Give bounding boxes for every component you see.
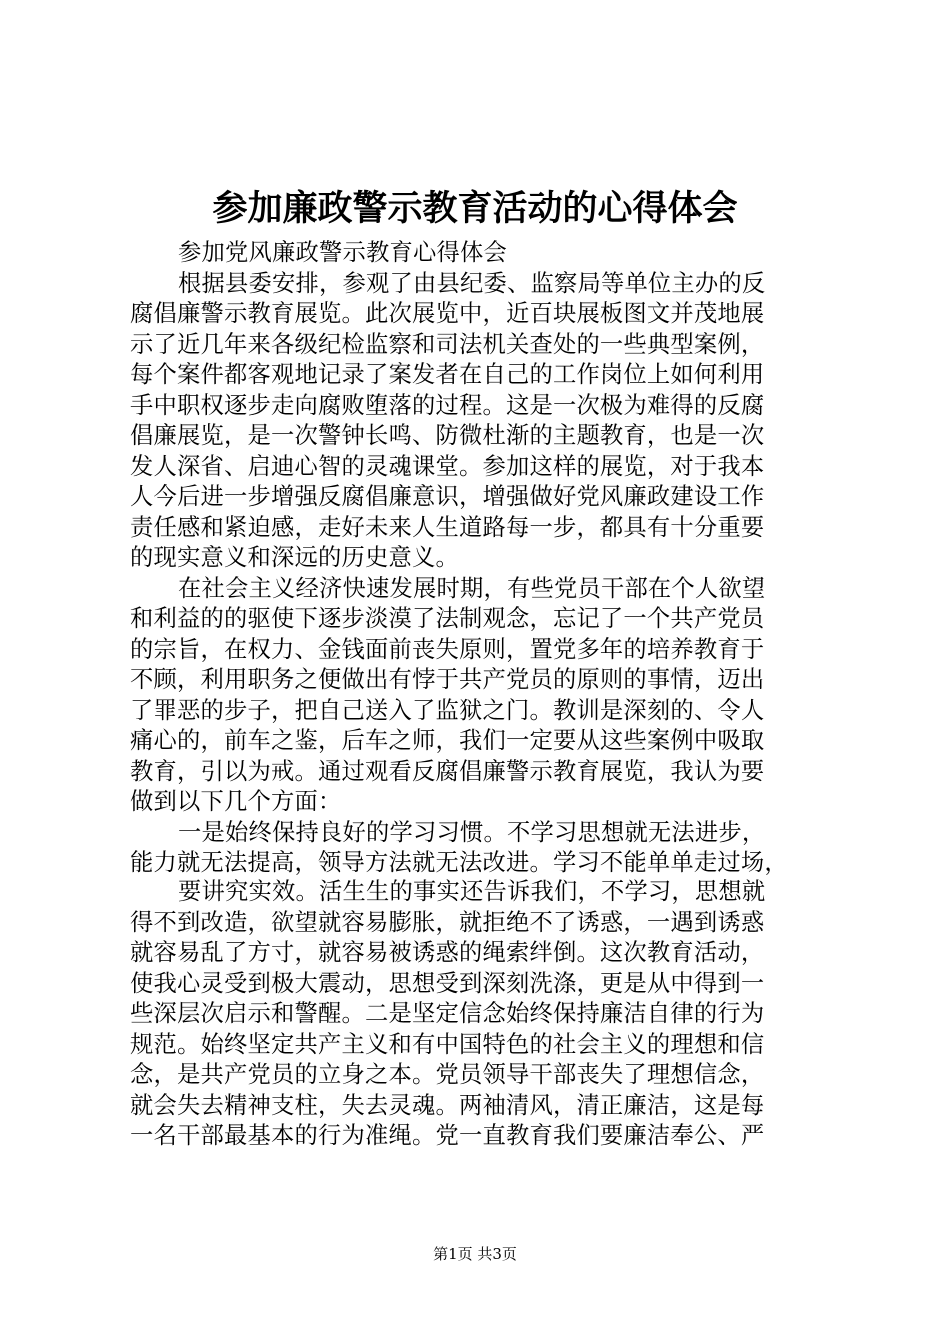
- text-line: 在社会主义经济快速发展时期，有些党员干部在个人欲望: [178, 574, 766, 602]
- text-line: 一是始终保持良好的学习习惯。不学习思想就无法进步，: [178, 818, 766, 846]
- text-line: 倡廉展览，是一次警钟长鸣、防微杜渐的主题教育，也是一次: [130, 422, 765, 449]
- body-text-block-a: [130, 238, 830, 879]
- text-line: 的现实意义和深远的历史意义。: [130, 544, 459, 571]
- text-line: 使我心灵受到极大震动，思想受到深刻洗涤，更是从中得到一: [130, 969, 765, 997]
- text-line: 和利益的的驱使下逐步淡漠了法制观念，忘记了一个共产党员: [130, 605, 765, 632]
- text-line: 得不到改造，欲望就容易膨胀，就拒绝不了诱惑，一遇到诱惑: [130, 908, 765, 936]
- text-line: 人今后进一步增强反腐倡廉意识，增强做好党风廉政建设工作: [130, 483, 765, 510]
- text-line: 示了近几年来各级纪检监察和司法机关查处的一些典型案例，: [130, 330, 765, 358]
- text-line: 参加党风廉政警示教育心得体会: [178, 239, 507, 266]
- text-line: 腐倡廉警示教育展览。此次展览中，近百块展板图文并茂地展: [130, 300, 765, 327]
- text-line: 念，是共产党员的立身之本。党员领导干部丧失了理想信念，: [130, 1061, 765, 1088]
- text-line: 要讲究实效。活生生的事实还告诉我们，不学习，思想就: [178, 878, 766, 905]
- text-line: 责任感和紧迫感，走好未来人生道路每一步，都具有十分重要: [130, 513, 765, 541]
- text-line: 就会失去精神支柱，失去灵魂。两袖清风，清正廉洁，这是每: [130, 1091, 765, 1119]
- body-text-block-b: [130, 877, 830, 1152]
- text-line: 手中职权逐步走向腐败堕落的过程。这是一次极为难得的反腐: [130, 391, 765, 419]
- text-line: 些深层次启示和警醒。二是坚定信念始终保持廉洁自律的行为: [130, 1000, 765, 1027]
- text-line: 发人深省、启迪心智的灵魂课堂。参加这样的展览，对于我本: [130, 452, 765, 480]
- text-line: 能力就无法提高，领导方法就无法改进。学习不能单单走过场，: [130, 849, 788, 876]
- text-line: 教育，引以为戒。通过观看反腐倡廉警示教育展览，我认为要: [130, 757, 765, 785]
- text-line: 就容易乱了方寸，就容易被诱惑的绳索绊倒。这次教育活动，: [130, 939, 765, 966]
- text-line: 的宗旨，在权力、金钱面前丧失原则，置党多年的培养教育于: [130, 635, 765, 663]
- text-line: 了罪恶的步子，把自己送入了监狱之门。教训是深刻的、令人: [130, 696, 765, 724]
- document-title: 参加廉政警示教育活动的心得体会: [212, 188, 738, 229]
- text-line: 每个案件都客观地记录了案发者在自己的工作岗位上如何利用: [130, 361, 765, 388]
- text-line: 一名干部最基本的行为准绳。党一直教育我们要廉洁奉公、严: [130, 1122, 765, 1149]
- text-line: 做到以下几个方面：: [130, 788, 342, 815]
- text-line: 痛心的，前车之鉴，后车之师，我们一定要从这些案例中吸取: [130, 727, 765, 754]
- text-line: 不顾，利用职务之便做出有悖于共产党员的原则的事情，迈出: [130, 666, 765, 693]
- text-line: 规范。始终坚定共产主义和有中国特色的社会主义的理想和信: [130, 1030, 765, 1058]
- page-footer: 第1页 共3页: [433, 1245, 517, 1263]
- text-line: 根据县委安排，参观了由县纪委、监察局等单位主办的反: [178, 269, 766, 297]
